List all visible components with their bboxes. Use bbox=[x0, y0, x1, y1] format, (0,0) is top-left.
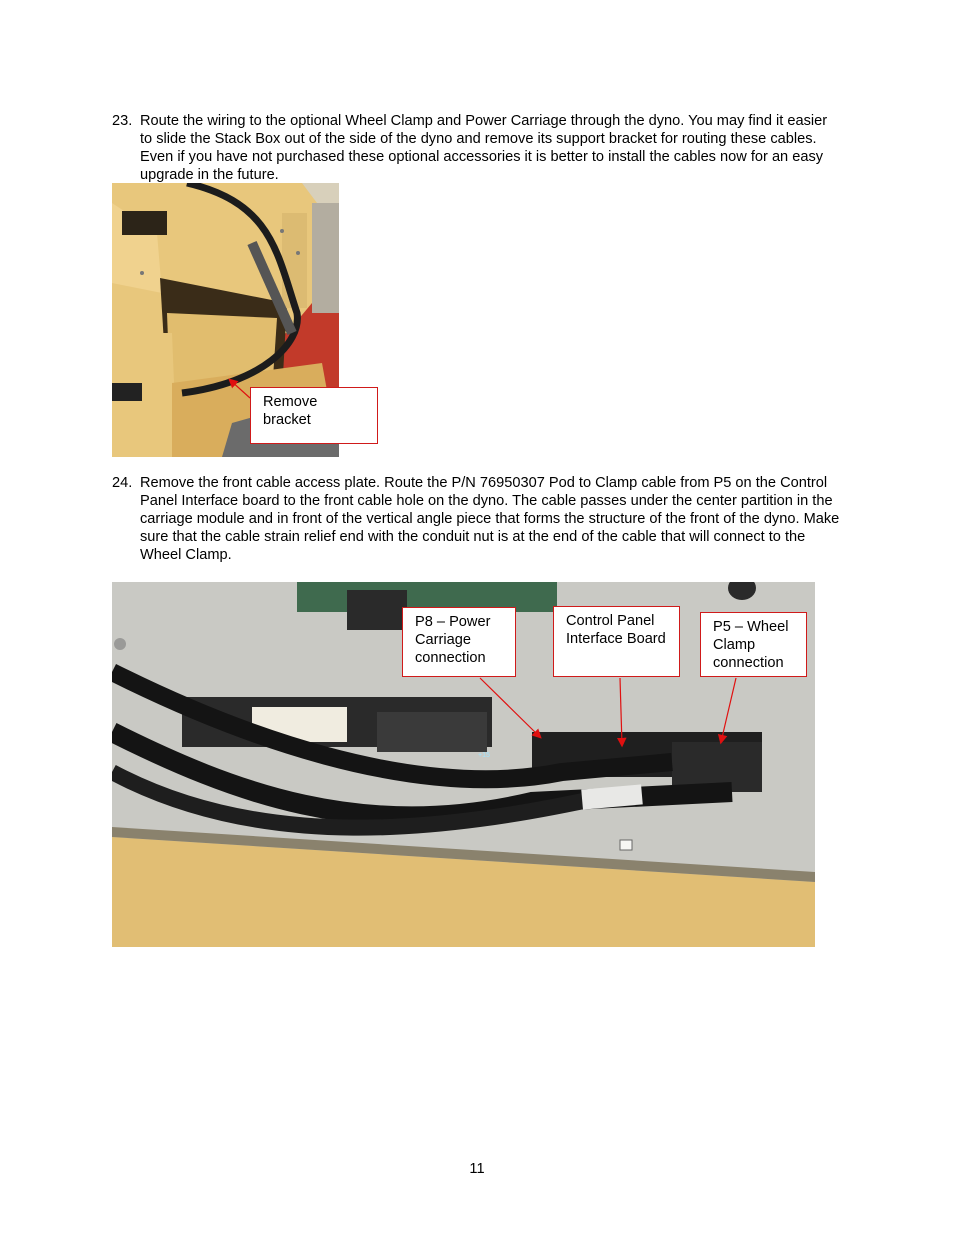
connector-label: +15 bbox=[478, 752, 490, 759]
connector-label: +15 bbox=[649, 767, 661, 774]
step-number: 24. bbox=[112, 475, 133, 491]
callout-p5-wheel-clamp: P5 – Wheel Clamp connection bbox=[700, 612, 807, 677]
step-number: 23. bbox=[112, 113, 133, 129]
page-number: 11 bbox=[469, 1161, 485, 1177]
step-text: Remove the front cable access plate. Route the P/N 76950307 Pod to Clamp cable from P5 on the Control Panel Interface board to the front cable hole on the dyno. The cable passes under the center partition in the carriage module and in front of the vertical angle piece that forms the structure of the front of the dyno. Make sure that the cable strain relief end with the conduit nut is at the end of the cable that will connect to the Wheel Clamp. bbox=[140, 475, 840, 563]
step-23 bbox=[112, 112, 842, 184]
connector-label: +15 bbox=[602, 767, 614, 774]
callout-p8-power-carriage: P8 – Power Carriage connection bbox=[402, 607, 516, 677]
step-text: Route the wiring to the optional Wheel Clamp and Power Carriage through the dyno. You may find it easier to slide the Stack Box out of the side of the dyno and remove its support bracket for routing these cables. Even if you have not purchased these optional accessories it is better to install the cables now for an easy upgrade in the future. bbox=[140, 113, 828, 183]
callout-control-panel-interface-board: Control Panel Interface Board bbox=[553, 606, 680, 677]
step-24 bbox=[112, 474, 842, 564]
callout-remove-bracket: Remove bracket bbox=[250, 387, 378, 444]
